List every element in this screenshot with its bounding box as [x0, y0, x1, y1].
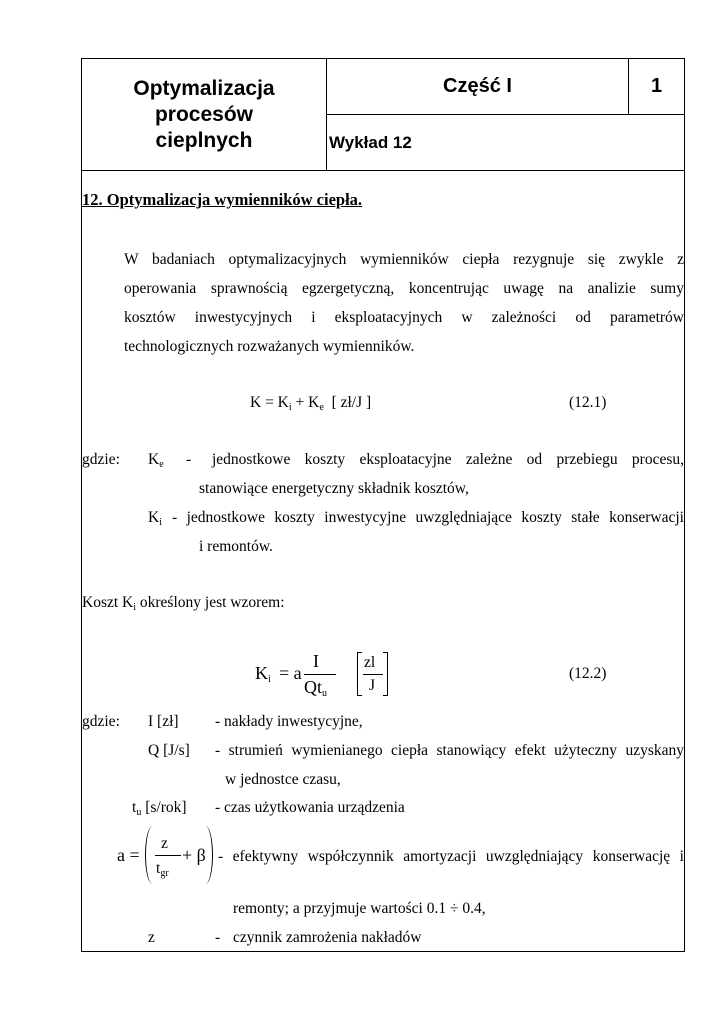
page-number: 1 [629, 59, 684, 115]
eq2-numerator: I [313, 651, 319, 671]
intro-line-2: operowania sprawnością egzergetyczną, koncentrując uwagę na analizie sumy [124, 280, 684, 297]
intro-line-1: W badaniach optymalizacyjnych wymienników ciepła rezygnuje się zwykle z [124, 251, 684, 268]
a-plus-beta: + β [182, 845, 206, 865]
eq2-left-bracket [357, 652, 362, 696]
symbol-ke: $K_e$ [148, 451, 164, 470]
eq2-k: $K_i$ [255, 663, 271, 685]
ki-description: - jednostkowe koszty inwestycyjne uwzględniające koszty stałe konserwacji [172, 509, 684, 526]
eq2-fraction-bar [304, 674, 336, 675]
where-label-1: gdzie: [82, 451, 120, 468]
q-description-cont: w jednostce czasu, [225, 771, 341, 788]
where-label-2: gdzie: [82, 713, 120, 730]
i-description: - nakłady inwestycyjne, [215, 713, 363, 730]
eq2-unit-bar [363, 674, 383, 675]
eq2-denominator: $Qt_u$ [304, 677, 327, 699]
a-description-cont: remonty; a przyjmuje wartości 0.1 ÷ 0.4, [233, 900, 486, 917]
course-title-line-3: cieplnych [155, 128, 253, 152]
symbol-z: z [148, 929, 155, 946]
symbol-ki: $K_i$ [148, 509, 162, 528]
symbol-tu: $t_u$ [s/rok] [132, 799, 187, 818]
z-description: czynnik zamrożenia nakładów [233, 929, 422, 946]
header-table [82, 59, 684, 171]
eq2-unit-denominator: J [369, 677, 376, 694]
a-fraction-bar [155, 855, 181, 856]
tu-description: - czas użytkowania urządzenia [215, 799, 405, 816]
equation-12-2-number: (12.2) [569, 665, 607, 682]
symbol-q: Q [J/s] [148, 742, 190, 759]
ke-dash: - [186, 451, 192, 468]
eq2-right-bracket [383, 652, 388, 696]
section-heading: 12. Optymalizacja wymienników ciepła. [82, 190, 363, 209]
ki-description-cont: i remontów. [199, 538, 273, 555]
lecture-label: Wykład 12 [329, 132, 412, 152]
intro-line-4: technologicznych rozważanych wymienników. [124, 338, 415, 355]
ke-description: jednostkowe koszty eksploatacyjne zależne od przebiegu procesu, [212, 451, 684, 468]
a-description: - efektywny współczynnik amortyzacji uwzględniający konserwację i [218, 848, 684, 865]
course-title [82, 59, 327, 170]
a-numerator: z [161, 835, 168, 852]
symbol-i: I [zł] [148, 713, 179, 730]
eq2-unit-numerator: zl [364, 654, 376, 671]
equation-12-1: $K = K_i + K_e$ [ zł/J ] [250, 394, 372, 413]
course-title-line-2: procesów [154, 102, 253, 126]
course-title-line-1: Optymalizacja [133, 76, 275, 100]
a-denominator: $t_{gr}$ [156, 860, 169, 879]
eq2-equals-a: = a [279, 663, 302, 683]
a-right-paren [198, 826, 213, 884]
z-dash: - [215, 929, 221, 946]
koszt-sentence: Koszt $K_i$ określony jest wzorem: [82, 594, 285, 613]
q-description: - strumień wymienianego ciepła stanowiący efekt użyteczny uzyskany [215, 742, 684, 759]
part-label: Część I [327, 59, 629, 115]
ke-description-cont: stanowiące energetyczny składnik kosztów, [199, 480, 469, 497]
intro-line-3: kosztów inwestycyjnych i eksploatacyjnych w zależności od parametrów [124, 309, 684, 326]
equation-12-1-number: (12.1) [569, 394, 607, 411]
a-lhs: a = [117, 845, 140, 865]
